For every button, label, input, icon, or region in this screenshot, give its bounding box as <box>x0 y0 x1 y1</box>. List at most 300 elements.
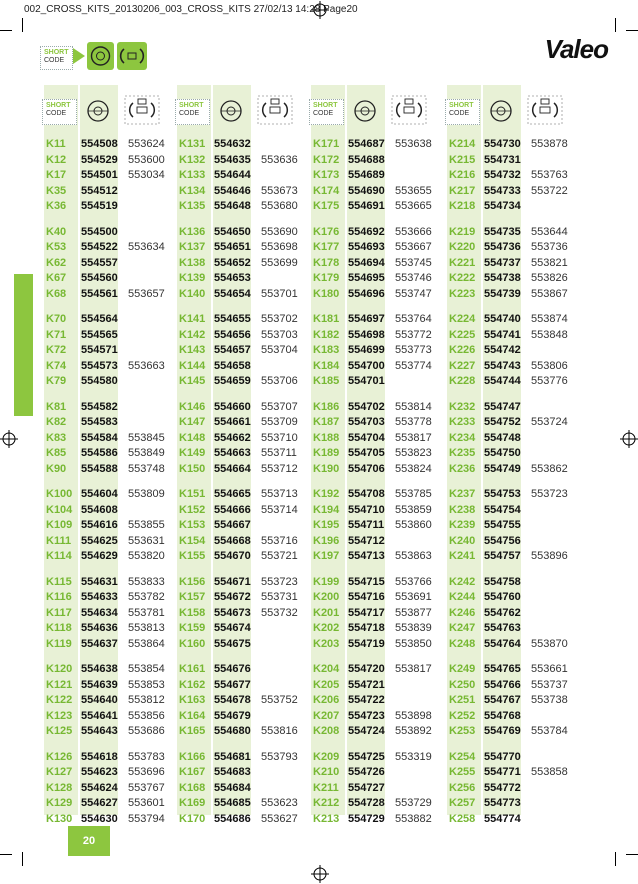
table-row <box>311 709 437 724</box>
short-code-cell: K242 <box>449 575 476 588</box>
brake-shoe-kit-icon <box>82 97 114 130</box>
short-code-cell: K129 <box>46 797 73 809</box>
short-code-cell: K185 <box>313 375 340 387</box>
short-code-cell: K123 <box>46 709 73 722</box>
short-code-cell: K90 <box>46 462 67 475</box>
short-code-cell: K184 <box>313 359 340 372</box>
kit-number-cell: 554730 <box>484 138 521 150</box>
table-row <box>447 724 573 739</box>
table-row <box>44 359 170 374</box>
cross-reference-cell: 553319 <box>395 750 432 763</box>
short-code-cell: K133 <box>179 169 206 181</box>
table-row <box>44 678 170 693</box>
table-row <box>447 256 573 271</box>
kit-number-cell: 554764 <box>484 637 521 650</box>
kit-number-cell: 554646 <box>214 184 251 197</box>
kit-number-cell: 554700 <box>348 359 385 372</box>
kit-number-cell: 554747 <box>484 400 521 413</box>
brake-shoe-kit-icon <box>215 97 247 130</box>
cross-reference-cell: 553767 <box>128 781 165 794</box>
kit-number-cell: 554691 <box>348 200 385 212</box>
short-code-cell: K187 <box>313 416 340 428</box>
table-row <box>311 400 437 415</box>
table-row <box>311 225 437 240</box>
kit-number-cell: 554637 <box>81 637 118 650</box>
table-row <box>177 693 303 708</box>
cross-reference-cell: 553696 <box>128 766 165 778</box>
cross-reference-cell: 553809 <box>128 488 165 500</box>
short-code-cell: K136 <box>179 225 206 238</box>
table-row <box>177 184 303 199</box>
table-row <box>44 400 170 415</box>
short-code-cell: K79 <box>46 375 67 387</box>
cross-reference-cell: 553850 <box>395 637 432 650</box>
kit-number-cell: 554522 <box>81 241 118 253</box>
cross-reference-cell: 553627 <box>261 812 298 825</box>
table-row <box>177 812 303 827</box>
short-code-cell: K241 <box>449 550 476 562</box>
short-code-cell: K196 <box>313 534 340 547</box>
table-row <box>311 590 437 605</box>
crop-mark <box>626 30 638 31</box>
kit-number-cell: 554681 <box>214 750 251 763</box>
table-row <box>311 431 437 446</box>
cross-reference-cell: 553638 <box>395 138 432 150</box>
table-row <box>44 575 170 590</box>
short-code-cell: K109 <box>46 519 73 531</box>
print-slug: 002_CROSS_KITS_20130206_003_CROSS_KITS 27/02/13 14:28 Page20 <box>24 4 358 15</box>
table-row <box>44 621 170 636</box>
table-row <box>447 374 573 389</box>
kit-number-cell: 554702 <box>348 400 385 413</box>
short-code-cell: K68 <box>46 287 67 300</box>
short-code-cell: K148 <box>179 431 206 444</box>
cross-reference-cell: 553856 <box>128 709 165 722</box>
table-row <box>311 606 437 621</box>
short-code-cell: K135 <box>179 200 206 212</box>
table-row <box>44 709 170 724</box>
kit-number-cell: 554573 <box>81 359 118 372</box>
short-code-cell: K128 <box>46 781 73 794</box>
short-code-cell: K159 <box>179 622 206 634</box>
kit-number-cell: 554741 <box>484 328 521 341</box>
table-row <box>177 765 303 780</box>
short-code-cell: K154 <box>179 534 206 547</box>
short-code-cell: K209 <box>313 750 340 763</box>
short-code-cell: K137 <box>179 241 206 253</box>
table-row <box>311 168 437 183</box>
kit-number-cell: 554638 <box>81 663 118 675</box>
cross-reference-cell: 553661 <box>531 663 568 675</box>
short-code-cell: K189 <box>313 447 340 459</box>
cross-reference-cell: 553701 <box>261 287 298 300</box>
kit-number-cell: 554636 <box>81 622 118 634</box>
short-code-cell: K114 <box>46 550 72 562</box>
table-row <box>311 693 437 708</box>
kit-number-cell: 554725 <box>348 750 385 763</box>
short-code-cell: K220 <box>449 241 476 253</box>
short-code-cell: K218 <box>449 200 476 212</box>
cross-reference-cell: 553699 <box>261 256 298 269</box>
short-code-cell: K219 <box>449 225 476 238</box>
code-label: CODE <box>313 110 334 117</box>
short-code-cell: K194 <box>313 503 340 516</box>
table-row <box>447 637 573 652</box>
short-code-cell: K155 <box>179 550 206 562</box>
short-code-cell: K111 <box>46 534 72 547</box>
table-row <box>44 199 170 214</box>
cross-reference-cell: 553821 <box>531 256 568 269</box>
table-row <box>177 621 303 636</box>
short-code-cell: K83 <box>46 431 67 444</box>
table-row <box>177 662 303 677</box>
cross-reference-cell: 553814 <box>395 400 432 413</box>
short-code-cell: K53 <box>46 241 67 253</box>
cross-reference-cell: 553878 <box>531 138 568 150</box>
kit-number-cell: 554713 <box>348 550 385 562</box>
short-code-cell: K204 <box>313 663 340 675</box>
cross-reference-cell: 553724 <box>531 416 568 428</box>
short-code-cell: K200 <box>313 591 340 603</box>
kit-number-cell: 554766 <box>484 678 521 691</box>
short-code-cell: K162 <box>179 678 206 691</box>
table-row <box>44 431 170 446</box>
kit-number-cell: 554735 <box>484 225 521 238</box>
kit-number-cell: 554720 <box>348 663 385 675</box>
short-code-cell: K215 <box>449 153 476 166</box>
kit-number-cell: 554696 <box>348 287 385 300</box>
short-code-cell: K100 <box>46 488 73 500</box>
cross-reference-cell: 553716 <box>261 534 298 547</box>
short-code-cell: K208 <box>313 725 340 737</box>
short-code-cell: K144 <box>179 359 206 372</box>
table-row <box>44 487 170 502</box>
kit-number-cell: 554644 <box>214 169 251 181</box>
short-code-cell: K179 <box>313 272 340 284</box>
table-row <box>447 534 573 549</box>
cross-reference-cell: 553723 <box>261 575 298 588</box>
cross-reference-cell: 553839 <box>395 622 432 634</box>
short-code-cell: K244 <box>449 591 476 603</box>
table-row <box>447 781 573 796</box>
table-row <box>447 359 573 374</box>
table-row <box>447 199 573 214</box>
short-code-cell: K250 <box>449 678 476 691</box>
short-code-cell: K104 <box>46 503 73 516</box>
table-row <box>44 693 170 708</box>
table-row <box>177 750 303 765</box>
cross-reference-cell: 553877 <box>395 606 432 619</box>
short-code-cell: K222 <box>449 272 476 284</box>
short-code-cell: K202 <box>313 622 340 634</box>
cross-reference-cell: 553680 <box>261 200 298 212</box>
table-row <box>44 765 170 780</box>
cross-reference-cell: 553663 <box>128 359 165 372</box>
brake-shoe-set-icon <box>391 95 427 130</box>
cross-reference-cell: 553723 <box>531 488 568 500</box>
kit-number-cell: 554668 <box>214 534 251 547</box>
kit-number-cell: 554662 <box>214 431 251 444</box>
table-row <box>177 240 303 255</box>
short-code-cell: K12 <box>46 153 67 166</box>
cross-reference-cell: 553747 <box>395 287 432 300</box>
brake-shoe-set-icon <box>117 42 147 70</box>
kit-number-cell: 554683 <box>214 766 251 778</box>
short-code-cell: K201 <box>313 606 340 619</box>
cross-reference-cell: 553896 <box>531 550 568 562</box>
kit-number-cell: 554673 <box>214 606 251 619</box>
kit-number-cell: 554639 <box>81 678 118 691</box>
short-code-cell: K180 <box>313 287 340 300</box>
code-label: CODE <box>449 110 470 117</box>
table-row <box>44 328 170 343</box>
kit-number-cell: 554512 <box>81 184 118 197</box>
table-row <box>177 256 303 271</box>
cross-reference-cell: 553631 <box>128 534 165 547</box>
kit-number-cell: 554557 <box>81 256 118 269</box>
kit-number-cell: 554519 <box>81 200 118 212</box>
kit-number-cell: 554660 <box>214 400 251 413</box>
kit-number-cell: 554710 <box>348 503 385 516</box>
cross-reference-cell: 553774 <box>395 359 432 372</box>
kit-number-cell: 554771 <box>484 766 521 778</box>
cross-reference-cell: 553824 <box>395 462 432 475</box>
kit-number-cell: 554565 <box>81 328 118 341</box>
short-code-cell: K181 <box>313 313 340 325</box>
cross-reference-cell: 553858 <box>531 766 568 778</box>
table-row <box>311 637 437 652</box>
cross-reference-cell: 553793 <box>261 750 298 763</box>
kit-number-cell: 554586 <box>81 447 118 459</box>
table-row <box>311 312 437 327</box>
cross-reference-cell: 553763 <box>531 169 568 181</box>
kit-number-cell: 554731 <box>484 153 521 166</box>
cross-reference-cell: 553601 <box>128 797 165 809</box>
kit-number-cell: 554716 <box>348 591 385 603</box>
table-row <box>44 446 170 461</box>
table-row <box>177 518 303 533</box>
kit-number-cell: 554643 <box>81 725 118 737</box>
table-row <box>447 415 573 430</box>
table-row <box>311 184 437 199</box>
kit-number-cell: 554703 <box>348 416 385 428</box>
short-code-cell: K186 <box>313 400 340 413</box>
table-row <box>44 796 170 811</box>
table-row <box>44 256 170 271</box>
cross-reference-cell: 553746 <box>395 272 432 284</box>
short-code-cell: K171 <box>313 138 340 150</box>
short-code-cell: K175 <box>313 200 340 212</box>
short-code-cell: K226 <box>449 344 476 356</box>
table-row <box>311 575 437 590</box>
short-code-cell: K205 <box>313 678 340 691</box>
table-row <box>311 446 437 461</box>
short-code-cell: K121 <box>46 678 73 691</box>
kit-number-cell: 554679 <box>214 709 251 722</box>
kit-number-cell: 554686 <box>214 812 251 825</box>
cross-reference-cell: 553722 <box>531 184 568 197</box>
table-row <box>177 359 303 374</box>
cross-reference-cell: 553636 <box>261 153 298 166</box>
kit-number-cell: 554708 <box>348 488 385 500</box>
kit-number-cell: 554699 <box>348 344 385 356</box>
kit-number-cell: 554726 <box>348 766 385 778</box>
kit-number-cell: 554508 <box>81 138 118 150</box>
table-row <box>311 415 437 430</box>
cross-reference-cell: 553864 <box>128 637 165 650</box>
short-code-cell: K167 <box>179 766 206 778</box>
short-code-cell: K225 <box>449 328 476 341</box>
cross-reference-cell: 553704 <box>261 344 298 356</box>
cross-reference-cell: 553826 <box>531 272 568 284</box>
short-code-cell: K173 <box>313 169 340 181</box>
table-row <box>44 637 170 652</box>
short-code-cell: K11 <box>46 138 66 150</box>
table-row <box>177 446 303 461</box>
short-code-cell: K71 <box>46 328 67 341</box>
table-row <box>311 271 437 286</box>
cross-reference-cell: 553655 <box>395 184 432 197</box>
table-row <box>447 446 573 461</box>
cross-reference-cell: 553854 <box>128 663 165 675</box>
short-code-cell: K248 <box>449 637 476 650</box>
cross-reference-cell: 553711 <box>261 447 297 459</box>
table-row <box>44 724 170 739</box>
kit-number-cell: 554772 <box>484 781 521 794</box>
table-row <box>177 462 303 477</box>
short-code-cell: K246 <box>449 606 476 619</box>
kit-number-cell: 554711 <box>348 519 385 531</box>
short-code-cell: K234 <box>449 431 476 444</box>
table-row <box>44 812 170 827</box>
table-row <box>177 549 303 564</box>
table-row <box>311 812 437 827</box>
kit-number-cell: 554627 <box>81 797 118 809</box>
brake-shoe-kit-icon <box>485 97 517 130</box>
kit-number-cell: 554624 <box>81 781 118 794</box>
table-row <box>447 287 573 302</box>
cross-reference-cell: 553783 <box>128 750 165 763</box>
table-row <box>44 750 170 765</box>
kit-number-cell: 554689 <box>348 169 385 181</box>
table-row <box>311 374 437 389</box>
short-label: SHORT <box>313 102 338 109</box>
short-code-cell: K160 <box>179 637 206 650</box>
table-row <box>177 637 303 652</box>
kit-number-cell: 554752 <box>484 416 521 428</box>
short-code-cell: K236 <box>449 462 476 475</box>
table-row <box>177 781 303 796</box>
short-code-cell: K228 <box>449 375 476 387</box>
short-code-cell: K197 <box>313 550 340 562</box>
kit-number-cell: 554560 <box>81 272 118 284</box>
short-code-cell: K152 <box>179 503 206 516</box>
kit-number-cell: 554767 <box>484 694 521 706</box>
table-row <box>311 621 437 636</box>
table-row <box>447 168 573 183</box>
kit-number-cell: 554634 <box>81 606 118 619</box>
kit-number-cell: 554571 <box>81 344 118 356</box>
kit-number-cell: 554740 <box>484 313 521 325</box>
table-row <box>177 312 303 327</box>
kit-number-cell: 554693 <box>348 241 385 253</box>
table-row <box>177 709 303 724</box>
kit-number-cell: 554670 <box>214 550 251 562</box>
kit-number-cell: 554758 <box>484 575 521 588</box>
short-code-cell: K217 <box>449 184 476 197</box>
cross-reference-cell: 553706 <box>261 375 298 387</box>
kit-number-cell: 554665 <box>214 488 251 500</box>
kit-number-cell: 554651 <box>214 241 251 253</box>
short-code-cell: K195 <box>313 519 340 531</box>
cross-reference-cell: 553776 <box>531 375 568 387</box>
short-code-cell: K151 <box>179 488 206 500</box>
short-code-cell: K130 <box>46 812 73 825</box>
cross-reference-cell: 553623 <box>261 797 298 809</box>
kit-number-cell: 554580 <box>81 375 118 387</box>
kit-number-cell: 554717 <box>348 606 385 619</box>
short-code-cell: K35 <box>46 184 67 197</box>
cross-reference-cell: 553849 <box>128 447 165 459</box>
cross-reference-cell: 553781 <box>128 606 165 619</box>
table-row <box>177 400 303 415</box>
kit-number-cell: 554667 <box>214 519 251 531</box>
cross-reference-cell: 553833 <box>128 575 165 588</box>
table-row <box>177 431 303 446</box>
kit-number-cell: 554630 <box>81 812 118 825</box>
short-code-cell: K149 <box>179 447 206 459</box>
registration-mark-left <box>0 430 18 448</box>
kit-number-cell: 554500 <box>81 225 118 238</box>
cross-reference-cell: 553665 <box>395 200 432 212</box>
table-row <box>311 781 437 796</box>
table-row <box>447 328 573 343</box>
table-row <box>311 750 437 765</box>
short-code-cell: K156 <box>179 575 206 588</box>
kit-number-cell: 554695 <box>348 272 385 284</box>
short-code-cell: K177 <box>313 241 340 253</box>
cross-reference-cell: 553816 <box>261 725 298 737</box>
cross-reference-cell: 553870 <box>531 637 568 650</box>
kit-number-cell: 554661 <box>214 416 251 428</box>
table-row <box>177 153 303 168</box>
table-row <box>311 518 437 533</box>
short-code-cell: K147 <box>179 416 206 428</box>
kit-number-cell: 554583 <box>81 416 118 428</box>
kit-number-cell: 554762 <box>484 606 521 619</box>
table-row <box>447 343 573 358</box>
cross-reference-cell: 553772 <box>395 328 432 341</box>
cross-reference-cell: 553752 <box>261 694 298 706</box>
kit-number-cell: 554739 <box>484 287 521 300</box>
kit-number-cell: 554705 <box>348 447 385 459</box>
short-code-cell: K139 <box>179 272 206 284</box>
kit-number-cell: 554582 <box>81 400 118 413</box>
kit-number-cell: 554768 <box>484 709 521 722</box>
kit-number-cell: 554769 <box>484 725 521 737</box>
short-code-cell: K81 <box>46 400 67 413</box>
kit-number-cell: 554635 <box>214 153 251 166</box>
table-row <box>311 137 437 152</box>
kit-number-cell: 554755 <box>484 519 521 531</box>
kit-number-cell: 554608 <box>81 503 118 516</box>
short-code-cell: K235 <box>449 447 476 459</box>
table-row <box>311 662 437 677</box>
table-row <box>177 374 303 389</box>
crop-mark <box>22 18 23 32</box>
registration-mark-right <box>620 430 638 448</box>
short-code-cell: K62 <box>46 256 67 269</box>
